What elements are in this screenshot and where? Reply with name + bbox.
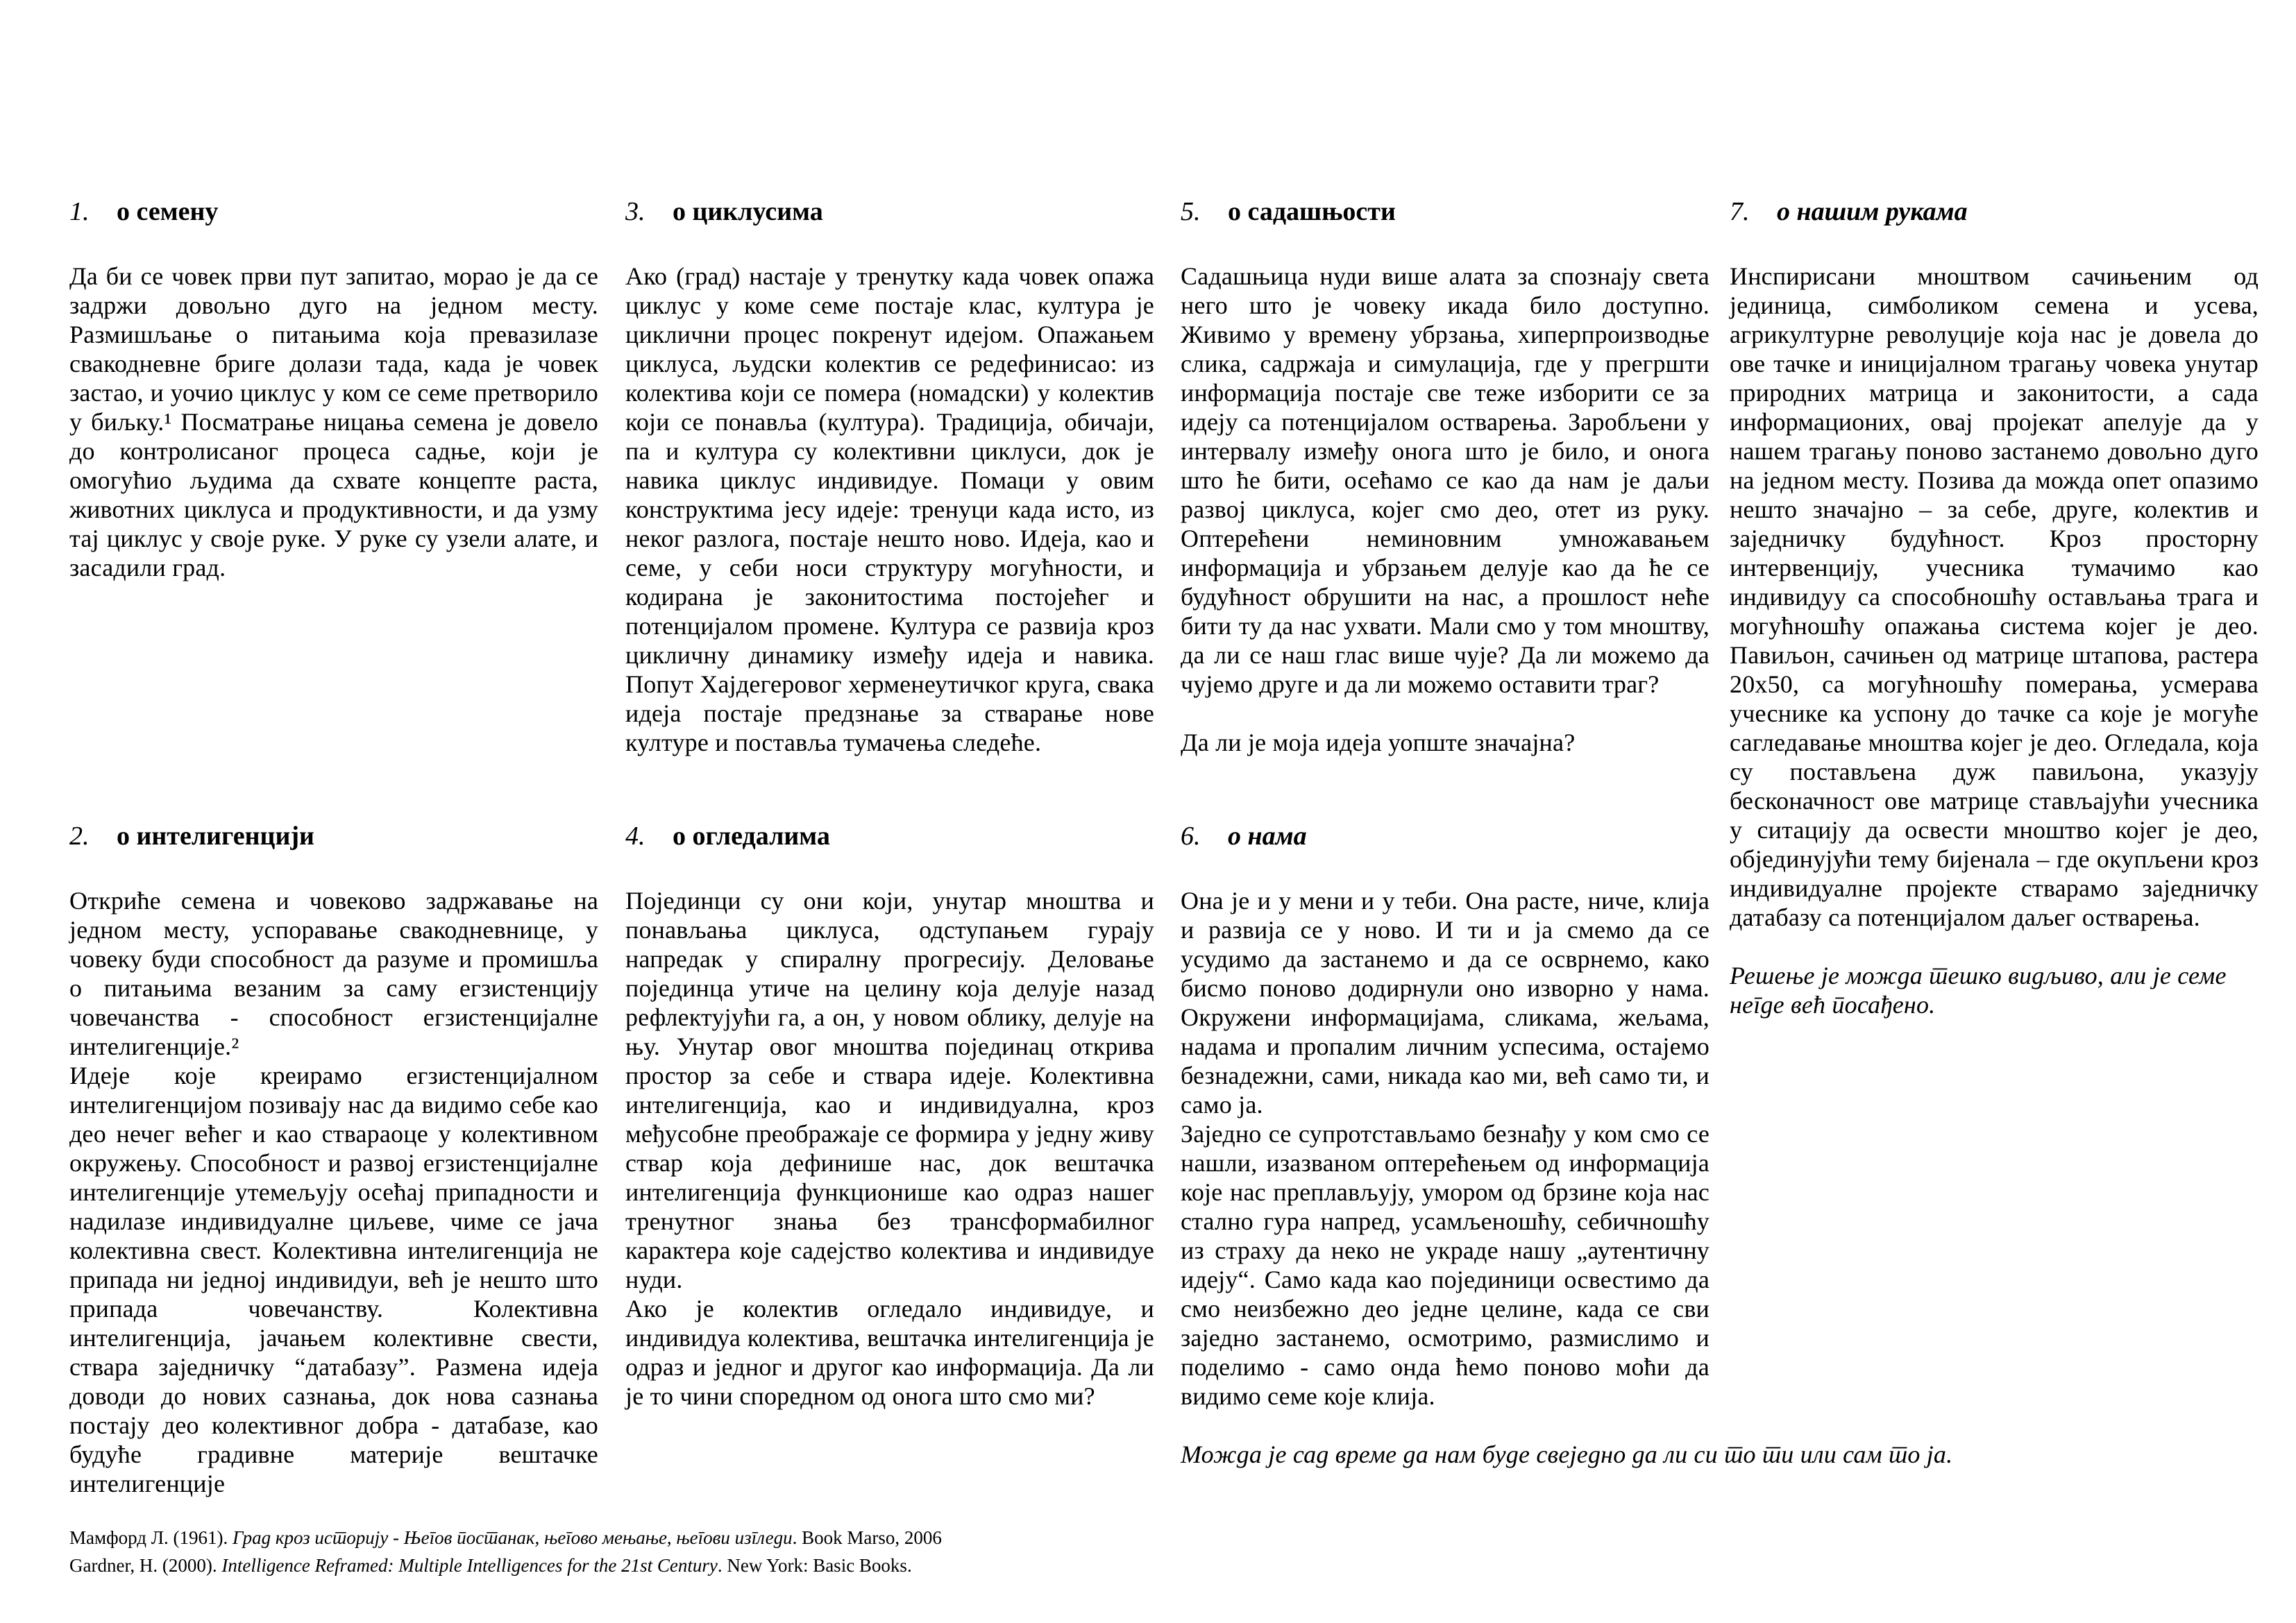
italic-closing-note: Решење је можда тешко видљиво, али је семе негде већ посађено. [1730,962,2227,1019]
reference-authors: Мамфорд Л. (1961). [69,1527,233,1548]
section-about-mirrors [625,821,1154,1411]
section-heading [1181,196,1710,227]
section-title: о нама [1228,822,1307,851]
section-about-present [1181,196,1710,757]
section-heading [1181,821,1710,851]
pull-question: Да ли је моја идеја уопште значајна? [1181,729,1576,756]
section-title: о семену [117,197,219,226]
reference-title: Град кроз историју - Његов постанак, његово мењање, његови изгледи [233,1527,793,1548]
section-about-our-hands [1730,196,2259,1019]
paragraph: Да би се човек први пут запитао, морао је да се задржи довољно дуго на једном месту. Размишљање о питањима која превазилазе свакодневне бриге долази тада, када је човек застао, и уочио циклус у ком се семе претворило у биљку.¹ Посматрање ницања семена је довело до контролисаног процеса садње, који је омогућио људима да схвате концепте раста, животних циклуса и продуктивности, и да узму тај циклус у своје руке. У руке су узели алате, и засадили град. [69,262,598,581]
paragraph: Садашњица нуди више алата за спознају света него што је човеку икада било доступно. Живимо у времену убрзања, хиперпроизводње слика, садржаја и симулација, где у прегршти информација постаје све теже изборити се за идеју са потенцијалом остварења. Заробљени у интервалу између онога што је било, и онога што ће бити, осећамо се као да нам је даљи развој циклуса, којег смо део, отет из руку. Оптерећени неминовним умножавањем информација и убрзањем делује као да ће се будућност обрушити на нас, а прошлост неће бити ту да нас ухвати. Мали смо у том мноштву, да ли се наш глас више чује? Да ли можемо да чујемо друге и да ли можемо оставити траг? [1181,262,1710,698]
reference-publisher: . New York: Basic Books. [717,1555,912,1576]
section-heading [625,196,1154,227]
section-about-intelligence [69,821,598,1498]
section-number: 5. [1181,197,1201,226]
reference-authors: Gardner, H. (2000). [69,1555,222,1576]
section-title: о садашњости [1228,197,1396,226]
reference-item [69,1524,1041,1552]
section-about-seed [69,196,598,582]
section-about-cycles [625,196,1154,757]
paragraph: Ако (град) настаје у тренутку када човек опажа циклус у коме семе постаје клас, култура је циклични процес покренут идејом. Опажањем циклуса, људски колектив се редефинисао: из колектива који се помера (номадски) у колектив који се понавља (култура). Традиција, обичаји, па и култура су колективни циклуси, док је навика циклус индивидуе. Помаци у овим конструктима јесу идеје: тренуци када исто, из неког разлога, постаје нешто ново. Идеја, као и семе, у себи носи структуру могућности, и кодирана је законитостима постојећег и потенцијалом промене. Култура се развија кроз цикличну динамику између идеја и навика. Попут Хајдегеровог херменеутичког круга, свака идеја постаје предзнање за стварање нове културе и поставља тумачења следеће. [625,262,1154,756]
section-about-us [1181,821,1953,1469]
paragraph: Идеје које креирамо егзистенцијалном интелигенцијом позивају нас да видимо себе као део нечег већег и као ствараоце у колективном окружењу. Способност и развој егзистенцијалне интелигенције утемељују осећај припадности и надилазе индивидуалне циљеве, чиме се јача колективна свест. Колективна интелигенција не припада ни једној индивидуи, већ је нешто што припада човечанству. Колективна интелигенција, јачањем колективне свести, ствара заједничку “датабазу”. Размена идеја доводи до нових сазнања, док нова сазнања постају део колективног добра - датабазе, као будуће градивне материје вештачке интелигенције [69,1062,598,1497]
section-title: о интелигенцији [117,822,314,851]
paragraph: Она је и у мени и у теби. Она расте, ниче, клија и развија се у ново. И ти и ја смемо да се усудимо да застанемо и да се осврнемо, како бисмо поново додирнули оно изворно у нама. Окружени информацијама, сликама, жељама, надама и пропалим личним успесима, остајемо безнадежни, сами, никада као ми, већ само ти, и само ја. [1181,887,1710,1119]
paragraph: Инспирисани мноштвом сачињеним од јединица, симболиком семена и усева, агрикултурне револуције која нас је довела до ове тачке и иницијалном трагању човека унутар природних матрица и законитости, а сада информационих, овај пројекат апелује да у нашем трагању поново застанемо довољно дуго на једном месту. Позива да можда опет опазимо нешто значајно – за себе, друге, колектив и заједничку будућност. Кроз просторну интервенцију, учесника тумачимо као индивидуу са способношћу остављања трага и могућношћу опажања система којег је део. Павиљон, сачињен од матрице штапова, растера 20x50, са могућношћу померања, усмерава учеснике ка успону до тачке са које је могуће сагледавање мноштва којег је део. Огледала, која су постављена дуж павиљона, указују бесконачност ове матрице стављајући учесника у ситацију да освести мноштво којег је део, објединујући тему бијенала – где окупљени кроз индивидуалне пројекте стварамо заједничку датабазу са потенцијалом даљег остварења. [1730,262,2259,931]
paragraph: Појединци су они који, унутар мноштва и понављања циклуса, одступањем гурају напредак у спиралну прогресију. Деловање појединца утиче на целину која делује назад рефлектујући га, а он, у новом облику, делује на њу. Унутар овог мноштва појединац открива простор за себе и ствара идеје. Колективна интелигенција, као и индивидуална, кроз међусобне преображаје се формира у једну живу ствар која дефинише нас, док вештачка интелигенција функционише као одраз нашег тренутног знања без трансформабилног карактера које садејство колектива и индивидуе нуди. [625,887,1154,1293]
section-number: 4. [625,822,645,851]
paragraph: Заједно се супротстављамо безнађу у ком смо се нашли, изазваном оптерећењем од информација које нас преплављују, умором од брзине која нас стално гура напред, усамљеношћу, себичношћу из страху да неко не украде нашу „аутентичну идеју“. Само када као појединици освестимо да смо неизбежно део једне целине, када се сви заједно застанемо, осмотримо, размислимо и поделимо - само онда ћемо поново моћи да видимо семе које клија. [1181,1120,1710,1410]
section-heading [625,821,1154,851]
reference-item [69,1552,1041,1579]
section-title: о огледалима [673,822,830,851]
section-number: 7. [1730,197,1750,226]
section-title: о нашим рукама [1777,197,1968,226]
paragraph: Ако је колектив огледало индивидуе, и индивидуа колектива, вештачка интелигенција је одраз и једног и другог као информација. Да ли је то чини споредном од онога што смо ми? [625,1295,1154,1410]
italic-pull-quote: Можда је сад време да нам буде свеједно да ли си то ти или сам то ја. [1181,1441,1953,1468]
section-heading [69,196,598,227]
section-number: 3. [625,197,645,226]
section-heading [69,821,598,851]
section-number: 2. [69,822,90,851]
section-heading [1730,196,2259,227]
reference-title: Intelligence Reframed: Multiple Intelligences for the 21st Century [221,1555,718,1576]
section-number: 6. [1181,822,1201,851]
section-number: 1. [69,197,90,226]
reference-publisher: . Book Marso, 2006 [792,1527,942,1548]
section-title: о циклусима [673,197,823,226]
paragraph: Откриће семена и човеково задржавање на једном месту, успоравање свакодневнице, у човеку буди способност да разуме и промишља о питањима везаним за саму егзистенцију човечанства - способност егзистенцијалне интелигенције.² [69,887,598,1060]
references [69,1524,1041,1579]
